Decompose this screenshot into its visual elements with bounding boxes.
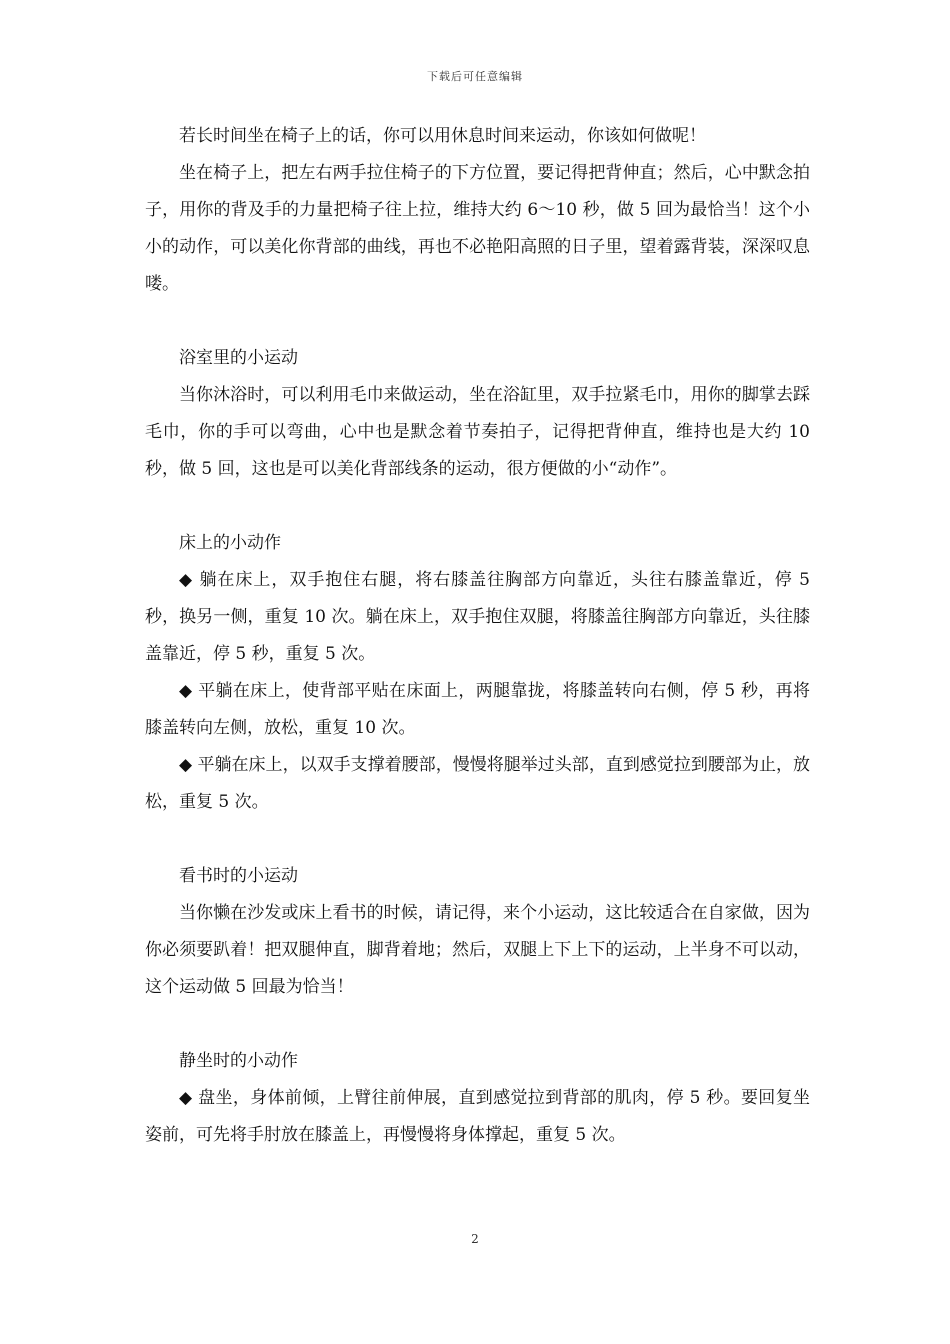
- paragraph-intro: 若长时间坐在椅子上的话，你可以用休息时间来运动，你该如何做呢！: [179, 126, 706, 146]
- paragraph-bed-exercise-2: ◆ 平躺在床上，使背部平贴在床面上，两腿靠拢，将膝盖转向右侧，停 5 秒，再将膝盖转向左侧，放松，重复 10 次。: [145, 681, 810, 738]
- paragraph-spacer: [145, 488, 810, 525]
- paragraph-bath-exercise: 当你沐浴时，可以利用毛巾来做运动，坐在浴缸里，双手拉紧毛巾，用你的脚掌去踩毛巾，你的手可以弯曲，心中也是默念着节奏拍子，记得把背伸直，维持也是大约 10 秒，做 5 回，这也是可以美化背部线条的运动，很方便做的小“动作”。: [145, 385, 810, 479]
- section-heading-bed: 床上的小动作: [179, 533, 281, 553]
- paragraph-spacer: [145, 1006, 810, 1043]
- paragraph-spacer: [145, 821, 810, 858]
- page-number: 2: [471, 1232, 479, 1246]
- section-heading-sitting: 静坐时的小动作: [179, 1051, 298, 1071]
- section-heading-bath: 浴室里的小运动: [179, 348, 298, 368]
- section-heading-reading: 看书时的小运动: [179, 866, 298, 886]
- document-body: [145, 118, 810, 1154]
- paragraph-sitting-exercise: ◆ 盘坐，身体前倾，上臂往前伸展，直到感觉拉到背部的肌肉，停 5 秒。要回复坐姿前，可先将手肘放在膝盖上，再慢慢将身体撑起，重复 5 次。: [145, 1088, 810, 1145]
- page-header: 下载后可任意编辑: [427, 70, 523, 83]
- paragraph-bed-exercise-1: ◆ 躺在床上，双手抱住右腿，将右膝盖往胸部方向靠近，头往右膝盖靠近，停 5 秒，换另一侧，重复 10 次。躺在床上，双手抱住双腿，将膝盖往胸部方向靠近，头往膝盖靠近，停 5 秒，重复 5 次。: [145, 570, 810, 664]
- paragraph-bed-exercise-3: ◆ 平躺在床上，以双手支撑着腰部，慢慢将腿举过头部，直到感觉拉到腰部为止，放松，重复 5 次。: [145, 755, 810, 812]
- paragraph-spacer: [145, 303, 810, 340]
- paragraph-chair-exercise: 坐在椅子上，把左右两手拉住椅子的下方位置，要记得把背伸直；然后，心中默念拍子，用你的背及手的力量把椅子往上拉，维持大约 6～10 秒，做 5 回为最恰当！这个小小的动作，可以美化你背部的曲线，再也不必艳阳高照的日子里，望着露背装，深深叹息喽。: [145, 163, 810, 294]
- paragraph-reading-exercise: 当你懒在沙发或床上看书的时候，请记得，来个小运动，这比较适合在自家做，因为你必须要趴着！把双腿伸直，脚背着地；然后，双腿上下上下的运动，上半身不可以动，这个运动做 5 回最为恰当！: [145, 903, 810, 997]
